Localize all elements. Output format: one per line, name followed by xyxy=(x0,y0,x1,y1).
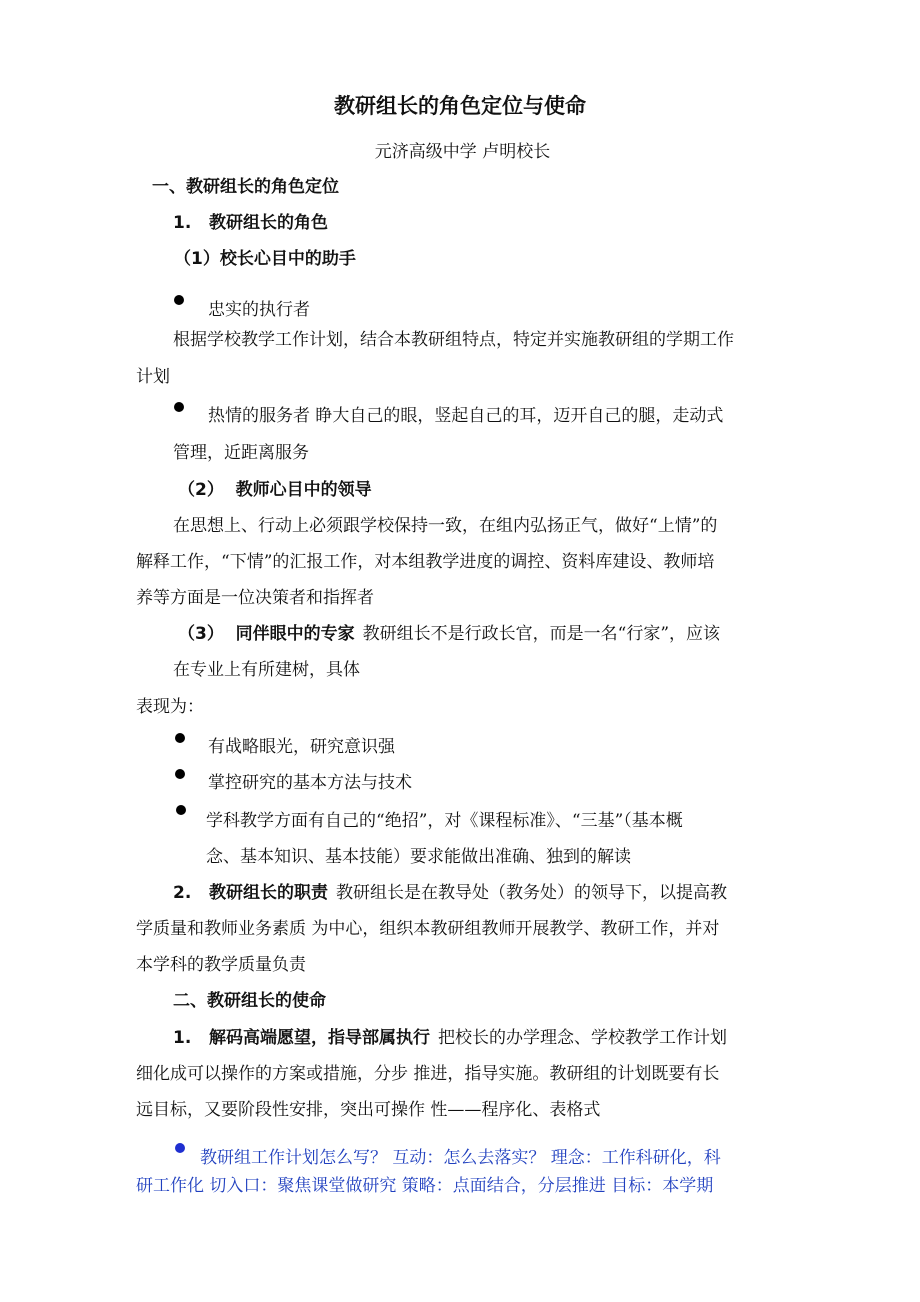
role3-heading: （3） 同伴眼中的专家 xyxy=(178,624,355,644)
role2-text-line1: 在思想上、行动上必须跟学校保持一致，在组内弘扬正气，做好“上情”的 xyxy=(173,516,718,536)
section2-heading: 二、教研组长的使命 xyxy=(173,991,326,1011)
page-title: 教研组长的角色定位与使命 xyxy=(334,94,586,118)
executor-text-line1: 根据学校教学工作计划，结合本教研组特点，特定并实施教研组的学期工作 xyxy=(173,330,734,350)
section1-heading: 一、教研组长的角色定位 xyxy=(152,177,339,197)
role3-line1 xyxy=(178,623,720,645)
expert-item-1: 有战略眼光，研究意识强 xyxy=(208,737,395,757)
sub2-text-line1: 教研组长是在教导处（教务处）的领导下，以提高教 xyxy=(336,883,728,903)
section2-sub1-line1 xyxy=(173,1027,727,1049)
plan-text-line1: 教研组工作计划怎么写？ 互动：怎么去落实？ 理念：工作科研化，科 xyxy=(200,1148,721,1168)
bullet-dot-icon xyxy=(174,402,184,412)
bullet-dot-icon xyxy=(176,805,186,815)
expert-item-2: 掌控研究的基本方法与技术 xyxy=(208,773,412,793)
server-text-line2: 管理，近距离服务 xyxy=(173,443,309,463)
server-text-line1: 热情的服务者 睁大自己的眼，竖起自己的耳，迈开自己的腿，走动式 xyxy=(208,406,724,426)
role3-text-line1: 教研组长不是行政长官，而是一名“行家”，应该 xyxy=(362,624,721,644)
executor-text-line2: 计划 xyxy=(136,367,170,387)
expert-item-3-line2: 念、基本知识、基本技能）要求能做出准确、独到的解读 xyxy=(206,847,631,867)
section2-sub1-heading: 1. 解码高端愿望，指导部属执行 xyxy=(173,1028,431,1048)
sub2-heading: 2. 教研组长的职责 xyxy=(173,883,329,903)
section2-sub1-text-line1: 把校长的办学理念、学校教学工作计划 xyxy=(438,1028,728,1048)
role3-text-line3: 表现为： xyxy=(136,697,204,717)
section1-sub1-heading: 1. 教研组长的角色 xyxy=(173,213,329,233)
role2-heading: （2） 教师心目中的领导 xyxy=(178,480,372,500)
bullet-dot-icon xyxy=(175,769,185,779)
sub2-text-line3: 本学科的教学质量负责 xyxy=(136,955,306,975)
sub2-text-line2: 学质量和教师业务素质 为中心，组织本教研组教师开展教学、教研工作，并对 xyxy=(136,919,720,939)
bullet-executor-label: 忠实的执行者 xyxy=(208,300,310,320)
role2-text-line3: 养等方面是一位决策者和指挥者 xyxy=(136,588,374,608)
section2-sub1-text-line3: 远目标，又要阶段性安排，突出可操作 性——程序化、表格式 xyxy=(136,1100,601,1120)
role3-text-line2: 在专业上有所建树，具体 xyxy=(173,660,360,680)
author-line: 元济高级中学 卢明校长 xyxy=(374,142,551,162)
expert-item-3-line1: 学科教学方面有自己的“绝招”，对《课程标准》、“三基”（基本概 xyxy=(206,811,683,831)
role1-heading: （1）校长心目中的助手 xyxy=(174,249,356,269)
section2-sub1-text-line2: 细化成可以操作的方案或措施，分步 推进，指导实施。教研组的计划既要有长 xyxy=(136,1064,720,1084)
plan-text-line2: 研工作化 切入口：聚焦课堂做研究 策略：点面结合，分层推进 目标：本学期 xyxy=(136,1176,714,1196)
role2-text-line2: 解释工作，“下情”的汇报工作，对本组教学进度的调控、资料库建设、教师培 xyxy=(136,552,715,572)
bullet-dot-icon xyxy=(174,295,184,305)
sub2-line1 xyxy=(173,882,727,904)
bullet-dot-icon xyxy=(175,733,185,743)
blue-bullet-dot-icon xyxy=(175,1143,185,1153)
